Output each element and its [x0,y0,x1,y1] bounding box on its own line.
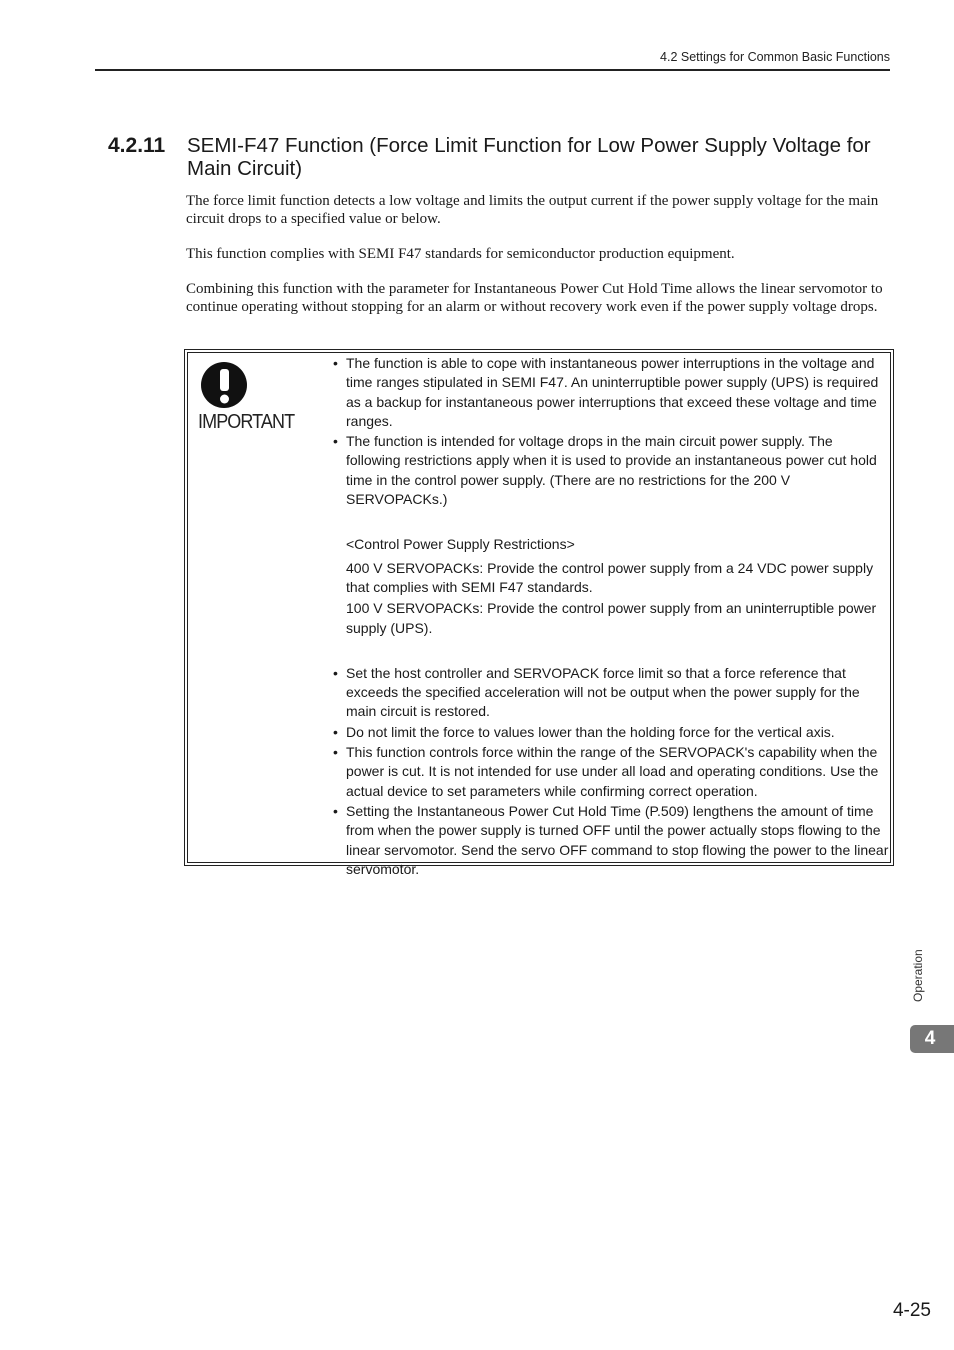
restriction-row: 100 V SERVOPACKs: Provide the control power supply from an uninterruptible power supply (UPS). [346,600,877,636]
list-item: • Set the host controller and SERVOPACK force limit so that a force reference that exceeds the specified acceleration will not be output when the power supply for the main circuit is restored. [333,664,860,720]
important-box [184,349,894,877]
list-item: • The function is intended for voltage drops in the main circuit power supply. The following restrictions apply when it is used to provide an instantaneous power cut hold time in the control power supply. (There are no restrictions for the 200 V SERVOPACKs.) [333,433,877,508]
section-number: 4.2.11 [108,134,166,157]
section-title: SEMI-F47 Function (Force Limit Function for Low Power Supply Voltage for Main Circuit) [187,134,871,180]
intro-paragraph: This function complies with SEMI F47 standards for semiconductor production equipment. [186,246,735,262]
page-number: 4-25 [892,1300,931,1321]
intro-paragraph: Combining this function with the parameter for Instantaneous Power Cut Hold Time allows the linear servomotor to continue operating without stopping for an alarm or without recovery work even if the power supply voltage drops. [186,281,883,315]
section-heading [108,134,898,180]
important-body [330,354,890,880]
list-item: • Do not limit the force to values lower than the holding force for the vertical axis. [333,723,835,740]
intro-paragraph: The force limit function detects a low voltage and limits the output current if the power supply voltage for the main circuit drops to a specified value or below. [186,193,879,227]
list-item: • This function controls force within the range of the SERVOPACK's capability when the power is cut. It is not intended for use under all load and operating conditions. Use the actual device to set parameters while confirming correct operation. [333,744,879,799]
list-item: • The function is able to cope with instantaneous power interruptions in the voltage and time ranges stipulated in SEMI F47. An uninterruptible power supply (UPS) is required as a backup for instantaneous power interruptions that exceed these voltage and time ranges. [333,355,879,429]
chapter-tab: 4 [910,1025,954,1053]
important-label: IMPORTANT [198,411,295,433]
side-tab-label: Operation [911,949,925,1002]
running-header: 4.2 Settings for Common Basic Functions [660,50,890,64]
list-item: • Setting the Instantaneous Power Cut Hold Time (P.509) lengthens the amount of time from when the power supply is turned OFF until the power actually stops flowing to the linear servomotor. Send the servo OFF command to stop flowing the power to the linear servomotor. [333,802,889,877]
header-rule [95,69,890,71]
restriction-row: 400 V SERVOPACKs: Provide the control power supply from a 24 VDC power supply that complies with SEMI F47 standards. [346,559,874,595]
intro-text [186,192,891,333]
restrictions-title: <Control Power Supply Restrictions> [346,536,575,553]
